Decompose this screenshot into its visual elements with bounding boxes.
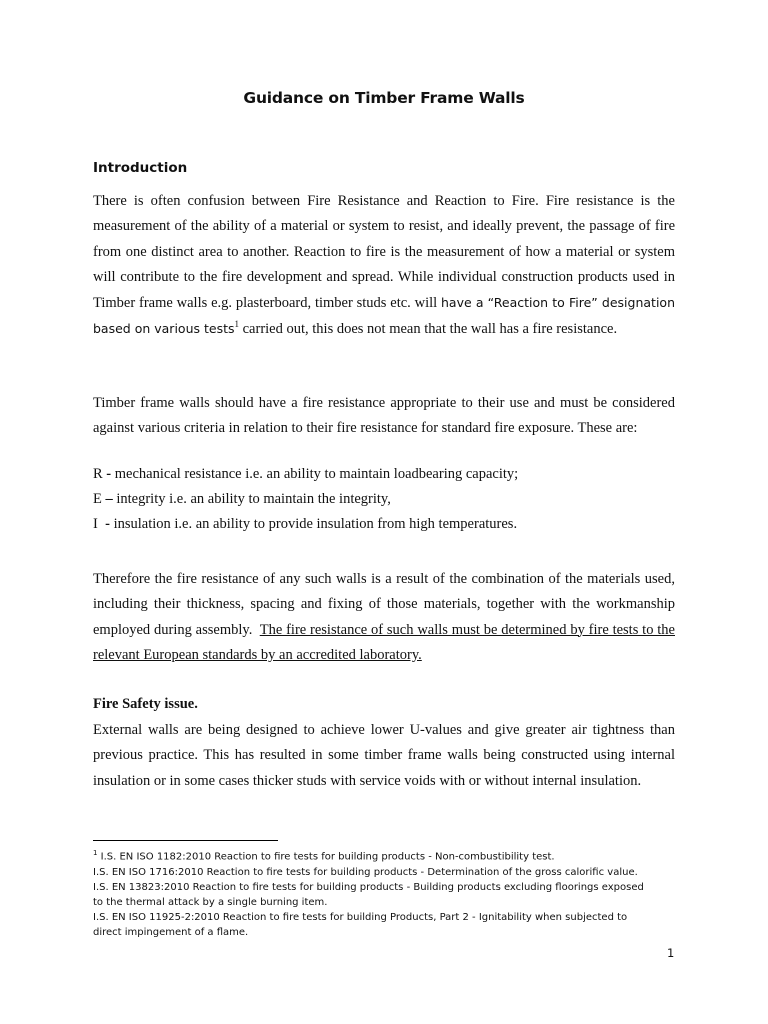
criterion-i (93, 516, 675, 533)
introduction-heading: Introduction (93, 160, 188, 176)
footnote-line: I.S. EN 13823:2010 Reaction to fire tests for building products - Building products excluding floorings exposed (93, 881, 644, 893)
criterion-dash: - (102, 466, 115, 482)
footnote-separator (93, 840, 278, 841)
footnote-line: I.S. EN ISO 1716:2010 Reaction to fire tests for building products - Determination of the gross calorific value. (93, 866, 638, 878)
materials-paragraph (93, 567, 679, 668)
intro-text-sans: have a “Reaction to Fire” designation based on various tests (93, 295, 675, 337)
criterion-text: mechanical resistance i.e. an ability to maintain loadbearing capacity; (114, 466, 519, 482)
footnote-line: $^1$ I.S. EN ISO 1182:2010 Reaction to fire tests for building products - Non-combustibility test. (93, 849, 555, 863)
criterion-dash: - (97, 516, 114, 532)
footnote-reference: 1 (234, 319, 239, 330)
intro-text-part1: There is often confusion between Fire Resistance and Reaction to Fire. Fire resistance is the measurement of the ability of a material or system to resist, and ideally prevent, the passage of fire from one distinct area to another. Reaction to fire is the measurement of how a material or system will contribute to the fire development and spread. While individual construction products used in Timber frame walls e.g. plasterboard, timber studs etc. will (93, 193, 675, 312)
criterion-e (93, 491, 675, 508)
criteria-intro-paragraph: Timber frame walls should have a fire resistance appropriate to their use and must be considered against various criteria in relation to their fire resistance for standard fire exposure. These are: (93, 395, 675, 437)
criterion-r (93, 466, 675, 483)
criterion-text: insulation i.e. an ability to provide insulation from high temperatures. (113, 516, 518, 532)
page-title: Guidance on Timber Frame Walls (243, 89, 525, 107)
materials-text: Therefore the fire resistance of any such walls is a result of the combination of the materials used, including their thickness, spacing and fixing of those materials, together with the workmanship employed during assembly. (93, 571, 679, 638)
criterion-letter: R (93, 466, 103, 482)
fire-safety-paragraph: External walls are being designed to achieve lower U-values and give greater air tightness than previous practice. This has resulted in some timber frame walls being constructed using internal insulation or in some cases thicker studs with service voids with or without internal insulation. (93, 722, 675, 789)
footnote-line: direct impingement of a flame. (93, 927, 249, 939)
fire-safety-heading: Fire Safety issue. (93, 696, 198, 712)
footnote-line: to the thermal attack by a single burning item. (93, 896, 328, 908)
page-number: 1 (667, 946, 675, 960)
footnote-marker: 1 (93, 849, 98, 857)
criterion-letter: I (93, 516, 98, 532)
intro-paragraph (93, 189, 675, 343)
footnote-line: I.S. EN ISO 11925-2:2010 Reaction to fire tests for building Products, Part 2 - Ignitability when subjected to (93, 912, 628, 924)
underlined-requirement: The fire resistance of such walls must be determined by fire tests to the relevant European standards by an accredited laboratory. (93, 621, 675, 663)
footnotes (93, 846, 693, 941)
intro-text-part2: carried out, this does not mean that the wall has a fire resistance. (239, 321, 618, 338)
criterion-letter: E (93, 491, 102, 507)
criterion-dash: – (101, 491, 117, 507)
criterion-text: integrity i.e. an ability to maintain the integrity, (116, 491, 391, 507)
